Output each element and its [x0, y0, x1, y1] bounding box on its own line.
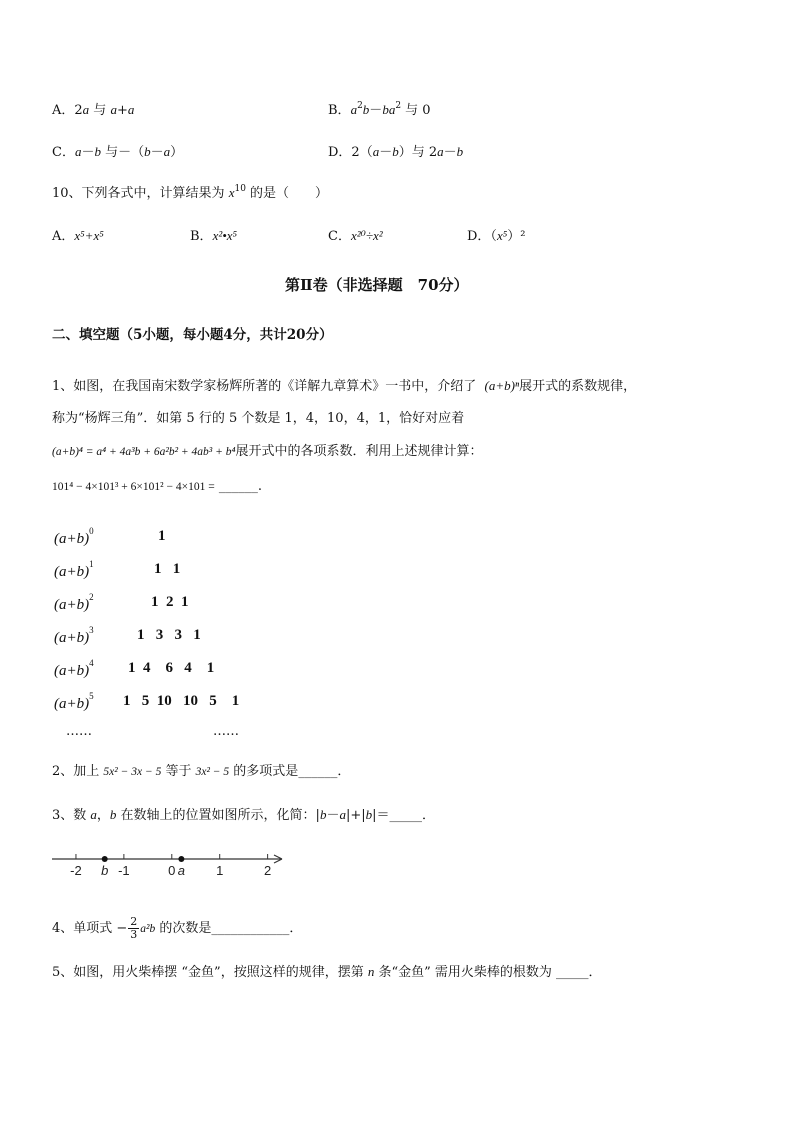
- text: 3、数: [52, 808, 91, 823]
- option-label: D．（: [467, 229, 497, 244]
- number-line-tick-label: 2: [264, 863, 272, 878]
- option-expr: x⁵: [496, 228, 508, 243]
- operator: －: [369, 103, 383, 118]
- var: b: [144, 144, 151, 159]
- fraction-denominator: 3: [130, 928, 138, 941]
- text: 展开式的系数规律，: [519, 379, 637, 394]
- q1-line3: [52, 443, 483, 461]
- var: a: [90, 807, 97, 822]
- var: a: [110, 102, 117, 117]
- triangle-row-numbers: 1 1: [154, 561, 181, 577]
- text: 与 0: [401, 103, 431, 118]
- number-line-tick-label: -2: [70, 863, 82, 878]
- text: 的是（ ）: [245, 186, 329, 201]
- exponent: 10: [234, 184, 246, 194]
- exponent: 2: [395, 101, 402, 111]
- var: a: [163, 144, 171, 159]
- var: b: [456, 144, 464, 159]
- var: a: [350, 102, 358, 117]
- text: 在数轴上的位置如图所示，化简：|: [116, 808, 320, 823]
- text: 1、如图，在我国南宋数学家杨辉所著的《详解九章算术》一书中，介绍了: [52, 379, 477, 394]
- q1-line1: [52, 377, 636, 396]
- operator: －: [326, 808, 340, 823]
- text: 2、加上: [52, 764, 104, 779]
- q10-option-c: [328, 227, 383, 246]
- text: .: [257, 479, 262, 494]
- section2-title: 二、填空题（5小题，每小题4分，共计20分）: [52, 327, 333, 343]
- option-label: A．: [52, 229, 75, 244]
- var: a: [437, 144, 444, 159]
- triangle-row-label: $(a+b)^4$: [54, 658, 94, 679]
- var: a: [74, 144, 82, 159]
- text: 与－（: [100, 145, 145, 160]
- q9-option-d: [328, 143, 463, 162]
- fraction: [128, 916, 139, 941]
- triangle-row-label: $(a+b)^2$: [54, 592, 94, 613]
- number-line-point-b: [102, 856, 108, 862]
- var: x: [228, 185, 235, 200]
- var: a: [372, 144, 380, 159]
- number-line: [50, 845, 310, 885]
- triangle-row-label: $(a+b)^1$: [54, 559, 94, 580]
- option-expr: x²⁰÷x²: [350, 228, 383, 243]
- var: b: [362, 102, 370, 117]
- triangle-row-label: $(a+b)^3$: [54, 625, 94, 646]
- var: n: [367, 964, 375, 979]
- text: ）²: [507, 229, 526, 244]
- text: 条“金鱼” 需用火柴棒的根数为: [374, 965, 557, 980]
- triangle-row-numbers: 1: [158, 528, 166, 544]
- answer-blank[interactable]: ______: [218, 479, 258, 494]
- option-label: D．2（: [328, 145, 373, 160]
- text: 4、单项式 −: [52, 921, 128, 936]
- answer-blank[interactable]: _____: [556, 965, 589, 980]
- var: b: [365, 807, 373, 822]
- number-line-point-a: [178, 856, 184, 862]
- triangle-row-numbers: 1 5 10 10 5 1: [123, 693, 240, 709]
- var: b: [392, 144, 399, 159]
- q1-line4: [52, 478, 262, 496]
- text: ）与 2: [398, 145, 438, 160]
- option-label: B．: [328, 103, 351, 118]
- option-label: C．: [52, 145, 75, 160]
- text: 等于: [161, 764, 196, 779]
- triangle-dots-right: ……: [213, 724, 239, 739]
- var: a: [339, 807, 346, 822]
- q2: [52, 763, 350, 781]
- math-expr: 5x² − 3x − 5: [103, 766, 162, 778]
- q10-stem: [52, 184, 328, 203]
- text: ．: [422, 808, 436, 823]
- math-expr: (a+b)ⁿ: [484, 378, 520, 393]
- fraction-numerator: 2: [130, 915, 138, 928]
- q4: [52, 915, 302, 943]
- answer-blank[interactable]: ______: [298, 764, 338, 779]
- triangle-row-numbers: 1 2 1: [151, 594, 189, 610]
- text: 10、下列各式中，计算结果为: [52, 186, 229, 201]
- q10-option-d: [467, 227, 525, 246]
- text: |+|: [345, 808, 366, 823]
- triangle-row-numbers: 1 4 6 4 1: [128, 660, 215, 676]
- q9-option-c: [52, 143, 183, 162]
- answer-blank[interactable]: ____________: [211, 921, 290, 936]
- triangle-row-label: $(a+b)^5$: [54, 691, 94, 712]
- text: 展开式中的各项系数．利用上述规律计算：: [235, 444, 483, 459]
- math-expr: a²b: [140, 923, 156, 935]
- answer-blank[interactable]: _____: [389, 808, 422, 823]
- var: b: [382, 102, 389, 117]
- operator: +: [116, 103, 128, 118]
- option-expr: x²•x⁵: [212, 228, 238, 243]
- math-expr: 101⁴ − 4×101³ + 6×101² − 4×101 =: [52, 481, 215, 493]
- q10-option-b: [190, 227, 237, 246]
- option-label: C．: [328, 229, 351, 244]
- text: ，: [96, 808, 110, 823]
- triangle-dots-left: ……: [66, 724, 92, 739]
- var: b: [319, 807, 327, 822]
- var: b: [109, 807, 117, 822]
- option-label: B．: [190, 229, 213, 244]
- text: ）: [170, 145, 184, 160]
- var: a: [388, 102, 396, 117]
- text: 与: [89, 103, 111, 118]
- number-line-point-label: a: [177, 863, 185, 878]
- text: |＝: [372, 808, 390, 823]
- operator: －: [150, 145, 164, 160]
- q9-option-a: [52, 101, 134, 120]
- var: a: [127, 102, 135, 117]
- number-line-tick-label: 0: [168, 863, 176, 878]
- number-line-point-label: b: [101, 863, 109, 878]
- option-expr: x⁵+x⁵: [74, 228, 104, 243]
- exponent: 2: [357, 101, 363, 111]
- number-line-tick-label: -1: [118, 863, 130, 878]
- text: ．: [337, 764, 351, 779]
- option-label: A．2: [52, 103, 83, 118]
- math-expr: 3x² − 5: [195, 766, 230, 778]
- math-expr: (a+b)⁴ = a⁴ + 4a³b + 6a²b² + 4ab³ + b⁴: [52, 446, 236, 458]
- q1-line2: 称为“杨辉三角”．如第 5 行的 5 个数是 1，4，10，4，1，恰好对应着: [52, 411, 465, 426]
- q10-option-a: [52, 227, 104, 246]
- text: ．: [588, 965, 602, 980]
- var: b: [94, 144, 101, 159]
- var: a: [82, 102, 90, 117]
- triangle-row-label: $(a+b)^0$: [54, 526, 94, 547]
- text: 5、如图，用火柴棒摆 “金鱼”，按照这样的规律，摆第: [52, 965, 368, 980]
- part2-title: 第Ⅱ卷（非选择题 70分）: [285, 276, 469, 294]
- operator: －: [81, 145, 95, 160]
- text: 的多项式是: [229, 764, 299, 779]
- q3: [52, 806, 435, 825]
- operator: －: [379, 145, 393, 160]
- text: 的次数是: [155, 921, 212, 936]
- q5: [52, 963, 602, 982]
- triangle-row-numbers: 1 3 3 1: [137, 627, 201, 643]
- text: ．: [289, 921, 303, 936]
- number-line-tick-label: 1: [216, 863, 224, 878]
- operator: －: [443, 145, 457, 160]
- q9-option-b: [328, 101, 431, 120]
